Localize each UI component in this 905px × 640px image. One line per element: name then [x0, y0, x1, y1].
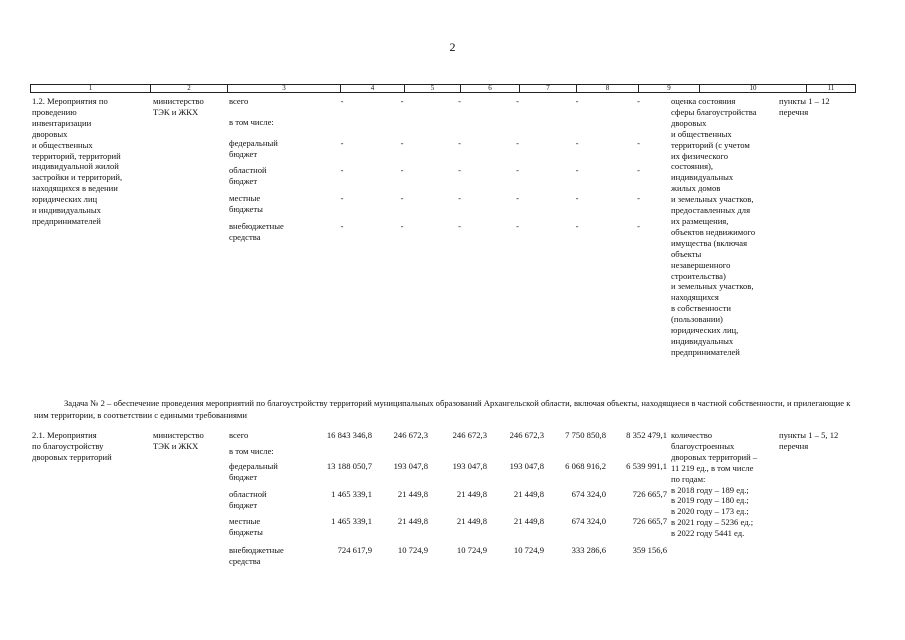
funding-source-label: в том числе: [229, 117, 274, 127]
value-cell: 21 449,8 [397, 516, 428, 526]
funding-source-label: в том числе: [229, 446, 274, 456]
value-cell: - [340, 165, 344, 175]
column-header: 4 [341, 85, 405, 92]
value-cell: - [637, 193, 640, 203]
list-items-reference: пункты 1 – 5, 12 перечня [779, 430, 839, 451]
value-cell: 21 449,8 [456, 516, 487, 526]
value-cell: - [400, 96, 404, 106]
value-cell: 246 672,3 [393, 430, 428, 440]
value-cell: - [340, 193, 344, 203]
value-cell: - [458, 221, 461, 231]
value-cell: - [516, 96, 519, 106]
value-cell: 21 449,8 [513, 516, 544, 526]
value-cell: 1 465 339,1 [331, 489, 372, 499]
column-header: 7 [520, 85, 577, 92]
value-cell: 193 047,8 [509, 461, 544, 471]
column-header: 1 [31, 85, 151, 92]
value-cell: - [340, 96, 344, 106]
funding-source-label: федеральный бюджет [229, 461, 278, 482]
measure-name: 2.1. Мероприятия по благоустройству дворовых территорий [32, 430, 112, 462]
value-cell: - [637, 96, 640, 106]
value-cell: - [575, 193, 579, 203]
value-cell: 333 286,6 [571, 545, 606, 555]
column-header: 6 [461, 85, 520, 92]
responsible-executor: министерство ТЭК и ЖКХ [153, 430, 204, 451]
value-cell: - [575, 138, 579, 148]
funding-source-label: областной бюджет [229, 489, 267, 510]
value-cell: 726 665,7 [632, 489, 667, 499]
value-cell: - [575, 96, 579, 106]
value-cell: 193 047,8 [393, 461, 428, 471]
value-cell: 8 352 479,1 [626, 430, 667, 440]
value-cell: 674 324,0 [571, 489, 606, 499]
column-header-row [30, 84, 856, 93]
value-cell: - [400, 165, 404, 175]
column-header: 11 [827, 84, 835, 92]
value-cell: 6 539 991,1 [626, 461, 667, 471]
value-cell: 21 449,8 [397, 489, 428, 499]
funding-source-label: федеральный бюджет [229, 138, 278, 159]
list-items-reference: пункты 1 – 12 перечня [779, 96, 830, 117]
value-cell: 246 672,3 [509, 430, 544, 440]
value-cell: - [340, 138, 344, 148]
funding-source-label: местные бюджеты [229, 193, 263, 214]
column-header: 10 [700, 85, 807, 92]
value-cell: - [637, 165, 640, 175]
column-header: 5 [405, 85, 461, 92]
page-number: 2 [449, 40, 456, 54]
value-cell: 10 724,9 [513, 545, 544, 555]
value-cell: 7 750 850,8 [565, 430, 606, 440]
value-cell: 10 724,9 [397, 545, 428, 555]
task-heading: Задача № 2 – обеспечение проведения мероприятий по благоустройству территорий муниципальных образований Архангельской области, включая объекты, находящиеся в частной собственности, и прилегающие к ним территории, в соответствии с едиными требованиями [34, 398, 851, 420]
funding-source-label: местные бюджеты [229, 516, 263, 537]
column-header: 2 [151, 85, 228, 92]
result-indicator: оценка состояния сферы благоустройства дворовых и общественных территорий (с учетом их физического состояния), индивидуальных жилых домов и земельных участков, предоставленных для их размещения, объектов недвижимого имущества (включая объекты незавершенного строительства) и земельных участков, находящихся в собственности (пользовании) юридических лиц, индивидуальных предпринимателей [671, 96, 757, 357]
responsible-executor: министерство ТЭК и ЖКХ [153, 96, 204, 117]
value-cell: - [516, 193, 519, 203]
value-cell: 246 672,3 [452, 430, 487, 440]
measure-name: 1.2. Мероприятия по проведению инвентаризации дворовых и общественных территорий, территорий индивидуальной жилой застройки и территорий, находящихся в ведении юридических лиц и индивидуальных предпринимателей [32, 96, 123, 226]
value-cell: 359 156,6 [632, 545, 667, 555]
value-cell: - [400, 193, 404, 203]
value-cell: - [516, 221, 519, 231]
value-cell: 1 465 339,1 [331, 516, 372, 526]
value-cell: 193 047,8 [452, 461, 487, 471]
funding-source-label: всего [229, 96, 249, 106]
funding-source-label: внебюджетные средства [229, 221, 284, 242]
value-cell: 10 724,9 [456, 545, 487, 555]
value-cell: 16 843 346,8 [326, 430, 372, 440]
value-cell: - [340, 221, 344, 231]
value-cell: - [458, 138, 461, 148]
value-cell: - [458, 165, 461, 175]
value-cell: - [400, 221, 404, 231]
value-cell: 13 188 050,7 [326, 461, 372, 471]
value-cell: 21 449,8 [513, 489, 544, 499]
result-indicator: количество благоустроенных дворовых территорий – 11 219 ед., в том числе по годам: в 2018 году – 189 ед.; в 2019 году – 180 ед.; в 2020 году – 173 ед.; в 2021 году – 5236 ед.; в 2022 году 5441 ед. [671, 430, 758, 539]
value-cell: 6 068 916,2 [565, 461, 606, 471]
column-header: 8 [577, 85, 639, 92]
value-cell: 726 665,7 [632, 516, 667, 526]
value-cell: - [458, 193, 461, 203]
funding-source-label: областной бюджет [229, 165, 267, 186]
value-cell: - [575, 221, 579, 231]
value-cell: 674 324,0 [571, 516, 606, 526]
funding-source-label: внебюджетные средства [229, 545, 284, 566]
value-cell: 21 449,8 [456, 489, 487, 499]
value-cell: 724 617,9 [337, 545, 372, 555]
column-header: 9 [639, 85, 700, 92]
column-header: 3 [228, 85, 341, 92]
value-cell: - [516, 165, 519, 175]
value-cell: - [575, 165, 579, 175]
value-cell: - [637, 138, 640, 148]
value-cell: - [637, 221, 640, 231]
funding-source-label: всего [229, 430, 249, 440]
value-cell: - [458, 96, 461, 106]
value-cell: - [400, 138, 404, 148]
value-cell: - [516, 138, 519, 148]
